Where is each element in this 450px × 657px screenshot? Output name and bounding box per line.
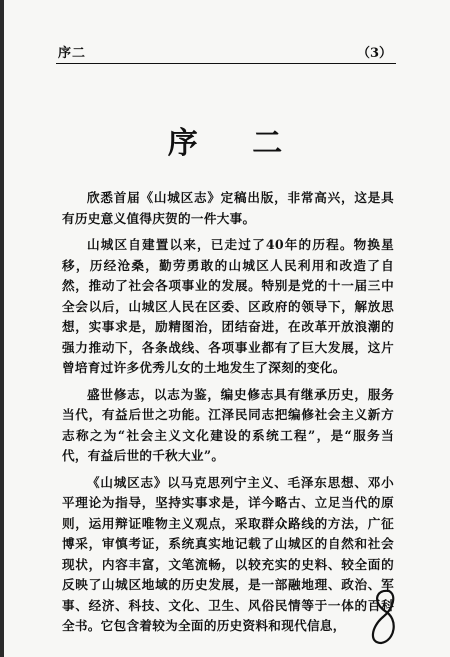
running-head-title: 序二 bbox=[58, 46, 87, 61]
page-title: 序 二 bbox=[167, 126, 305, 161]
paragraph-4: 《山城区志》以马克思列宁主义、毛泽东思想、邓小平理论为指导，坚持实事求是，详今略古、立足当代的原则，运用辩证唯物主义观点，采取群众路线的方法，广征博采，审慎考证，系统真实地记载了山城区的自然和社会现状，内容丰富，文笔流畅，以较充实的史料、较全面的反映了山城区地域的历史发展，是一部融地理、政治、军事、经济、科技、文化、卫生、风俗民情等于一体的百科全书。它包含着较为全面的历史资料和现代信息， bbox=[62, 474, 394, 633]
scan-edge bbox=[0, 0, 4, 657]
body-text bbox=[62, 188, 394, 643]
page-number: （3） bbox=[356, 46, 392, 61]
header-rule bbox=[56, 63, 396, 64]
paragraph-1: 欣悉首届《山城区志》定稿出版，非常高兴，这是具有历史意义值得庆贺的一件大事。 bbox=[62, 190, 394, 226]
paragraph-2: 山城区自建置以来，已走过了40年的历程。物换星移，历经沧桑，勤劳勇敢的山城区人民利用和改造了自然，推动了社会各项事业的发展。特别是党的十一届三中全会以后，山城区人民在区委、区政府的领导下，解放思想，实事求是，励精图治，团结奋进，在改革开放浪潮的强力推动下，各条战线、各项事业都有了巨大发展，这片曾培育过许多优秀儿女的土地发生了深刻的变化。 bbox=[62, 237, 394, 375]
paragraph-3: 盛世修志，以志为鉴，编史修志具有继承历史，服务当代，有益后世之功能。江泽民同志把编修社会主义新方志称之为“社会主义文化建设的系统工程”，是“服务当代，有益后世的千秋大业”。 bbox=[62, 386, 394, 463]
handwritten-page-mark bbox=[365, 585, 405, 650]
